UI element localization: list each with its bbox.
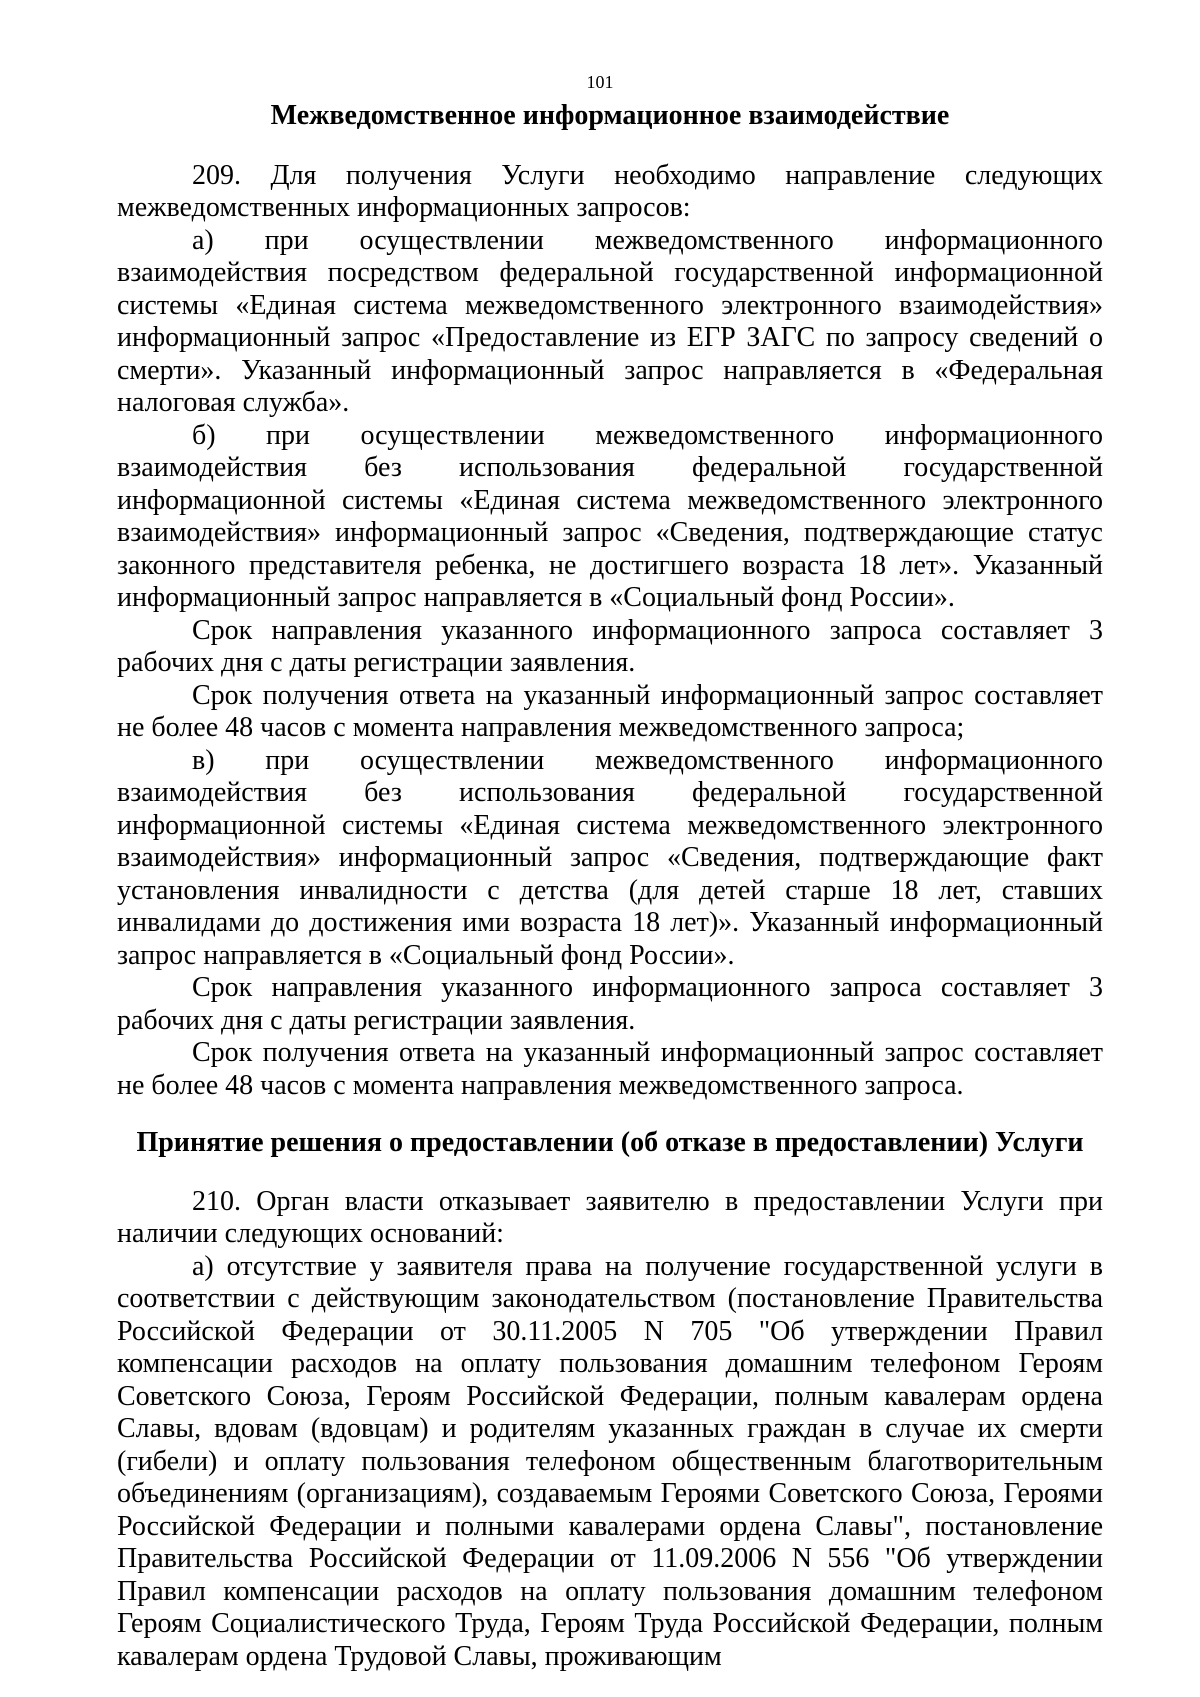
section-heading-interagency: Межведомственное информационное взаимодействие: [270, 100, 950, 131]
paragraph-209-b-send-deadline: Срок направления указанного информационного запроса составляет 3 рабочих дня с даты регистрации заявления.: [117, 614, 1103, 678]
paragraph-209-v-send-deadline: Срок направления указанного информационного запроса составляет 3 рабочих дня с даты регистрации заявления.: [117, 972, 1103, 1036]
paragraph-209-b: б) при осуществлении межведомственного информационного взаимодействия без использования федеральной государственной информационной системы «Единая система межведомственного электронного взаимодействия» информационный запрос «Сведения, подтверждающие статус законного представителя ребенка, не достигшего возраста 18 лет». Указанный информационный запрос направляется в «Социальный фонд России».: [117, 419, 1103, 613]
section-heading-decision: Принятие решения о предоставлении (об отказе в предоставлении) Услуги: [136, 1127, 1084, 1158]
page-number: 101: [586, 72, 614, 92]
paragraph-210-a: а) отсутствие у заявителя права на получение государственной услуги в соответствии с действующим законодательством (постановление Правительства Российской Федерации от 30.11.2005 N 705 "Об утверждении Правил компенсации расходов на оплату пользования домашним телефоном Героям Советского Союза, Героям Российской Федерации, полным кавалерам ордена Славы, вдовам (вдовцам) и родителям указанных граждан в случае их смерти (гибели) и оплату пользования телефоном общественным благотворительным объединениям (организациям), создаваемым Героями Советского Союза, Героями Российской Федерации и полными кавалерами ордена Славы", постановление Правительства Российской Федерации от 11.09.2006 N 556 "Об утверждении Правил компенсации расходов на оплату пользования домашним телефоном Героям Социалистического Труда, Героям Труда Российской Федерации, полным кавалерам ордена Трудовой Славы, проживающим: [117, 1250, 1103, 1672]
paragraph-209-v-response-deadline: Срок получения ответа на указанный информационный запрос составляет не более 48 часов с момента направления межведомственного запроса.: [117, 1037, 1103, 1101]
paragraph-209-a: а) при осуществлении межведомственного информационного взаимодействия посредством федеральной государственной информационной системы «Единая система межведомственного электронного взаимодействия» информационный запрос «Предоставление из ЕГР ЗАГС по запросу сведений о смерти». Указанный информационный запрос направляется в «Федеральная налоговая служба».: [117, 224, 1103, 418]
paragraph-210-intro: 210. Орган власти отказывает заявителю в предоставлении Услуги при наличии следующих оснований:: [117, 1185, 1103, 1249]
paragraph-209-intro: 209. Для получения Услуги необходимо направление следующих межведомственных информационных запросов:: [117, 159, 1103, 223]
paragraph-209-b-response-deadline: Срок получения ответа на указанный информационный запрос составляет не более 48 часов с момента направления межведомственного запроса;: [117, 679, 1103, 743]
paragraph-209-v: в) при осуществлении межведомственного информационного взаимодействия без использования федеральной государственной информационной системы «Единая система межведомственного электронного взаимодействия» информационный запрос «Сведения, подтверждающие факт установления инвалидности с детства (для детей старше 18 лет, ставших инвалидами до достижения ими возраста 18 лет)». Указанный информационный запрос направляется в «Социальный фонд России».: [117, 744, 1103, 971]
page-content: [117, 100, 1103, 1673]
